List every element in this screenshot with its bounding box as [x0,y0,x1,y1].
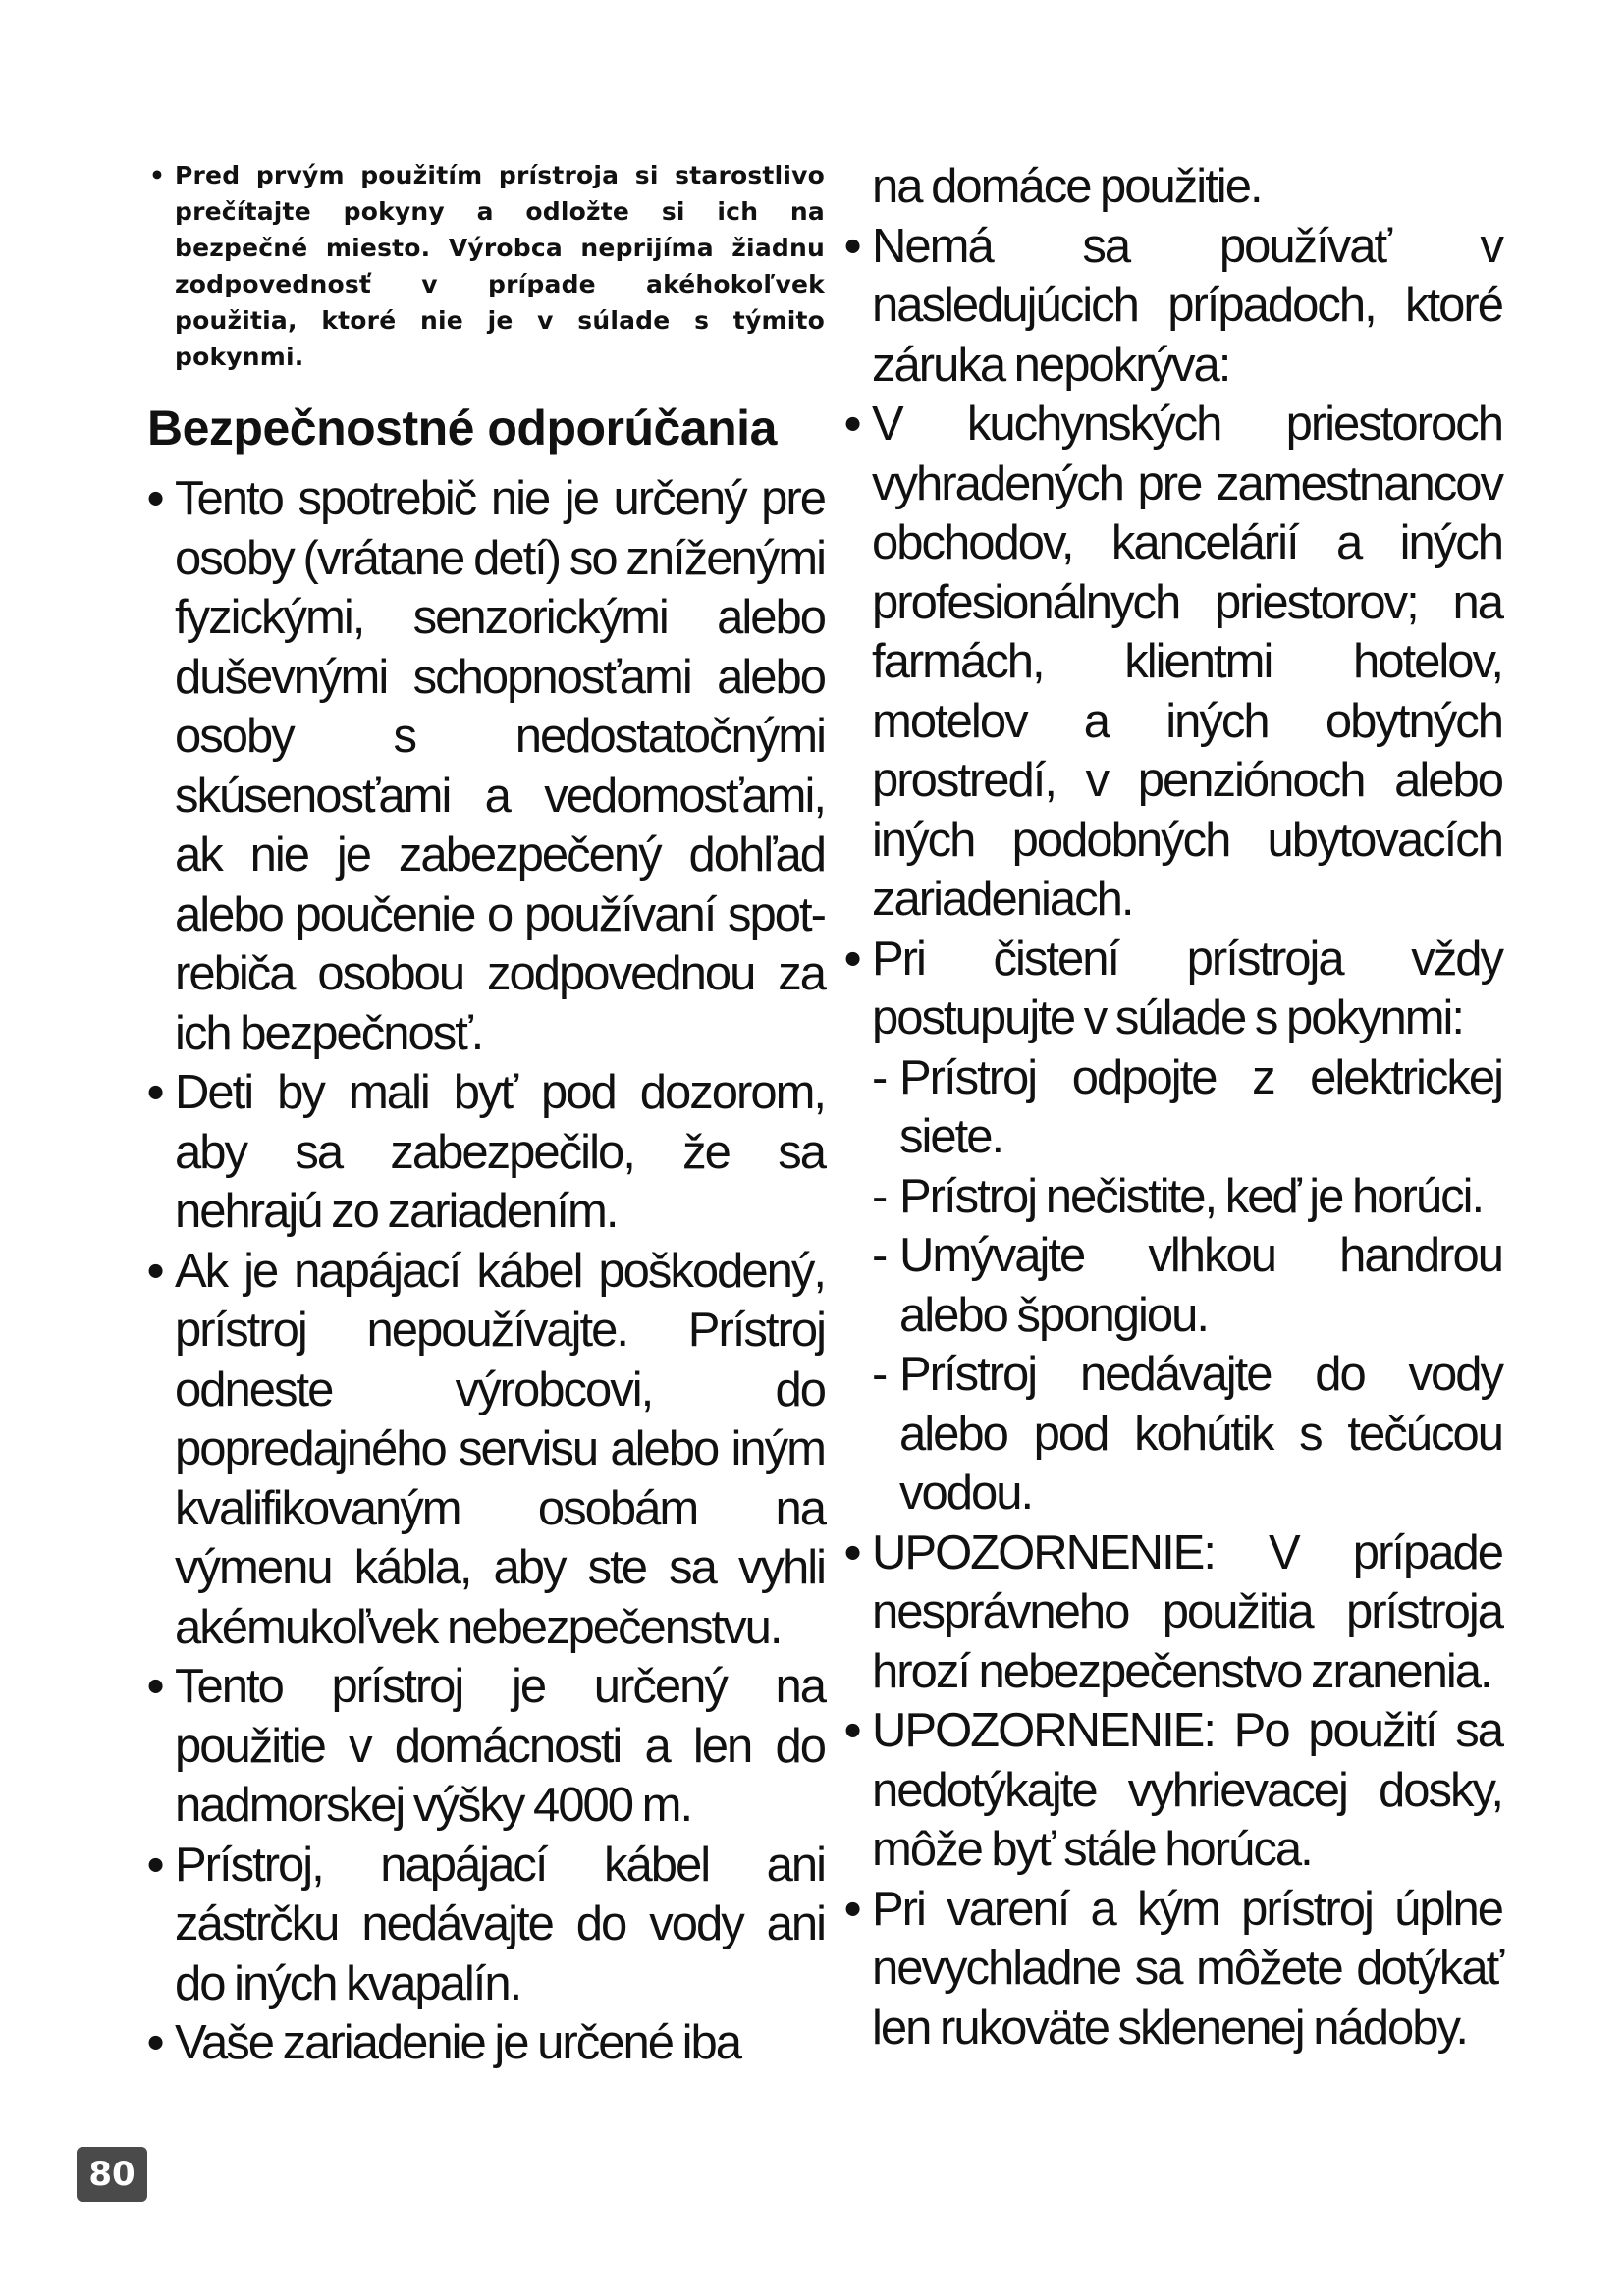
continued-text: na domáce použitie. [872,160,1262,213]
list-item [147,1657,825,1836]
list-item [844,930,1502,1048]
cleaning-step [844,1167,1502,1227]
list-item [147,469,825,1063]
list-item-text: Nemá sa používať v nasledujúcich prípadoch, ktoré záruka nepokrýva: [872,219,1502,392]
list-item-text: Pri čistení prístroja vždy postupujte v súlade s pokynmi: [872,932,1502,1044]
cleaning-step-text: Prístroj nedávajte do vody alebo pod kohútik s tečúcou vodou. [899,1348,1502,1520]
bullet-icon: • [844,932,860,986]
left-column [147,157,825,2073]
cleaning-step-text: Umývajte vlhkou handrou alebo špongiou. [899,1229,1502,1342]
dash-icon: - [872,1050,887,1104]
intro-paragraph [147,157,825,375]
list-item-text: Tento spotrebič nie je určený pre osoby (vrátane detí) so zníženými fyzickými, senzorickými alebo duševnými schopnosťami alebo osoby s nedostatočnými skúsenosťami a vedomosťami, ak nie je zabezpečený dohľad alebo poučenie o používaní spot-rebiča osobou zodpovednou za ich bezpečnosť. [175,472,825,1060]
list-item [147,1063,825,1242]
dash-icon: - [872,1348,887,1401]
bullet-icon: • [147,1838,163,1892]
bullet-icon: • [149,161,166,189]
bullet-icon: • [147,1066,163,1119]
cleaning-step [844,1226,1502,1345]
bullet-icon: • [147,1660,163,1713]
dash-icon: - [872,1229,887,1282]
list-item-text: Pri varení a kým prístroj úplne nevychladne sa môžete dotýkať len rukoväte sklenenej nádoby. [872,1882,1502,2055]
bullet-icon: • [147,2016,163,2069]
list-item-text: UPOZORNENIE: V prípade nesprávneho použitia prístroja hrozí nebezpečenstvo zranenia. [872,1525,1502,1698]
cleaning-step-text: Prístroj nečistite, keď je horúci. [899,1169,1484,1223]
list-item [844,1701,1502,1880]
list-item-text: Deti by mali byť pod dozorom, aby sa zabezpečilo, že sa nehrajú zo zariadením. [175,1066,825,1238]
bullet-icon: • [844,1882,860,1936]
dash-icon: - [872,1169,887,1223]
list-item-text: Ak je napájací kábel poškodený, prístroj nepoužívajte. Prístroj odneste výrobcovi, do popredajného servisu alebo iným kvalifikovaným osobám na výmenu kábla, aby ste sa vyhli akémukoľvek nebezpečenstvu. [175,1244,825,1654]
bullet-icon: • [844,398,860,451]
bullet-icon: • [844,1704,860,1757]
list-item-text: Tento prístroj je určený na použitie v domácnosti a len do nadmorskej výšky 4000 m. [175,1660,825,1832]
list-item-text: V kuchynských priestoroch vyhradených pre zamestnancov obchodov, kancelárií a iných profesionálnych priestorov; na farmách, klientmi hotelov, motelov a iných obytných prostredí, v penziónoch alebo iných podobných ubytovacích zariadeniach. [872,398,1502,926]
list-item [844,1880,1502,2058]
list-item [844,217,1502,396]
cleaning-step [844,1345,1502,1523]
list-item [844,395,1502,930]
right-column [844,157,1502,2057]
page-number: 80 [77,2147,147,2202]
section-heading: Bezpečnostné odporúčania [147,400,777,455]
list-item [844,1523,1502,1702]
cleaning-step-text: Prístroj odpojte z elektrickej siete. [899,1050,1502,1163]
list-item-text: Vaše zariadenie je určené iba [175,2016,740,2069]
list-item [147,1242,825,1658]
bullet-icon: • [147,472,163,525]
list-item-text: UPOZORNENIE: Po použití sa nedotýkajte vyhrievacej dosky, môže byť stále horúca. [872,1704,1502,1876]
bullet-icon: • [844,219,860,273]
list-item [147,1836,825,2014]
intro-text: Pred prvým použitím prístroja si starostlivo prečítajte pokyny a odložte si ich na bezpečné miesto. Výrobca neprijíma žiadnu zodpovednosť v prípade akéhokoľvek použitia, ktoré nie je v súlade s týmito pokynmi. [175,161,825,371]
cleaning-step [844,1048,1502,1167]
bullet-icon: • [147,1244,163,1298]
list-item-text: Prístroj, napájací kábel ani zástrčku nedávajte do vody ani do iných kvapalín. [175,1838,825,2010]
list-item [147,2013,825,2073]
bullet-icon: • [844,1525,860,1579]
